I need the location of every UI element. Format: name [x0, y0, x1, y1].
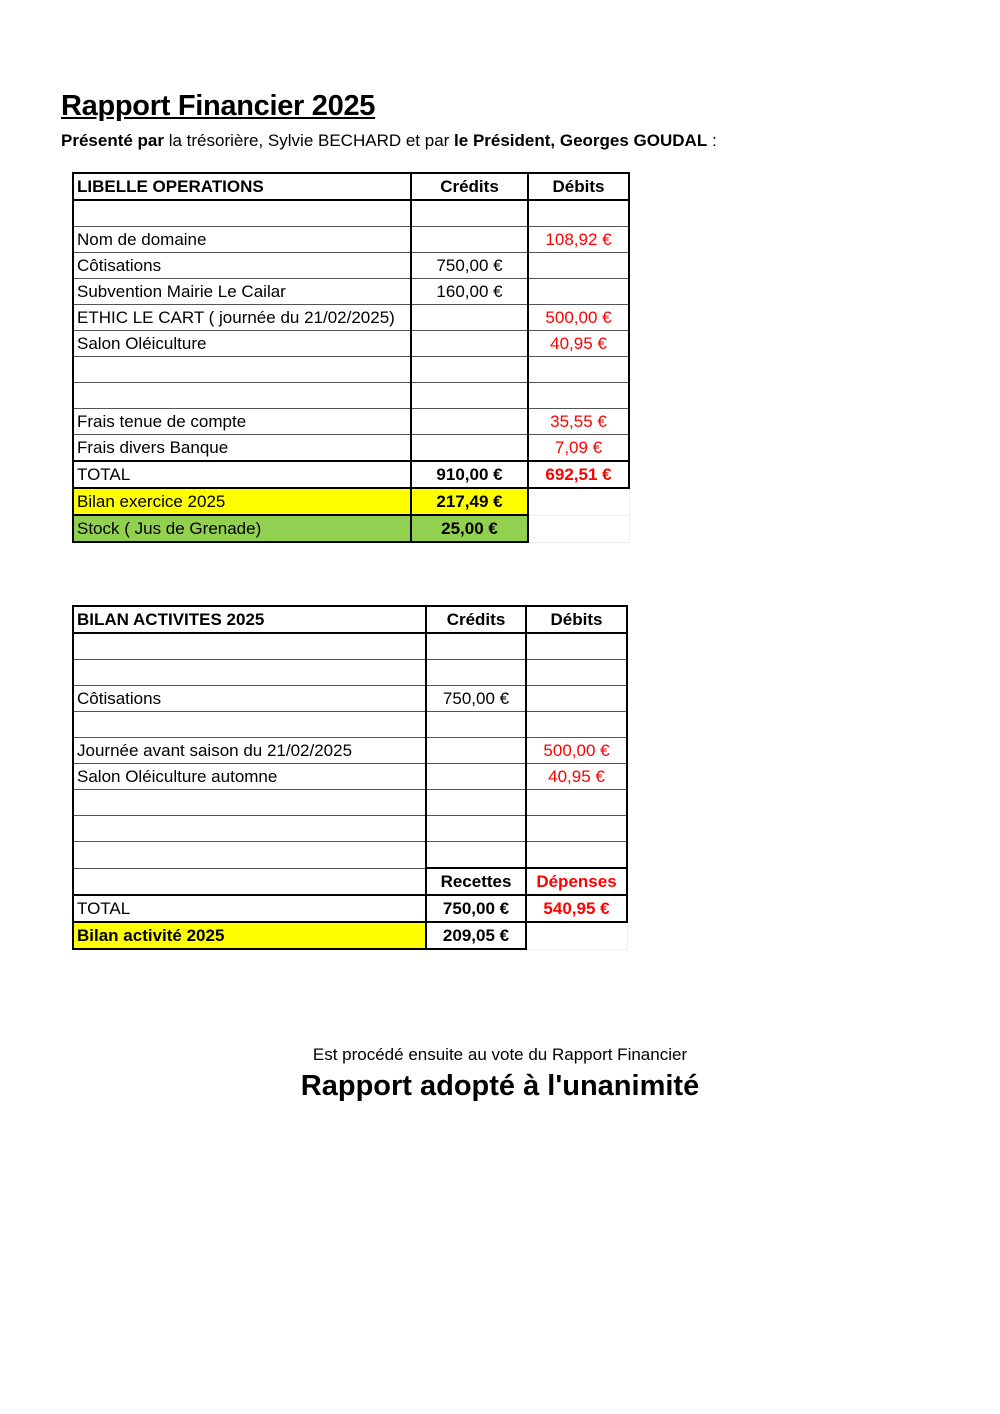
document-title: Rapport Financier 2025: [61, 90, 376, 122]
subtitle-president: le Président, Georges GOUDAL: [454, 131, 708, 150]
row-credit: 160,00 €: [411, 279, 528, 305]
row-label: Bilan exercice 2025: [73, 488, 411, 515]
table-row: [73, 383, 629, 409]
row-label: Bilan activité 2025: [73, 922, 426, 949]
row-label: Subvention Mairie Le Cailar: [73, 279, 411, 305]
row-label: Salon Oléiculture automne: [73, 764, 426, 790]
row-credit: [426, 660, 526, 686]
row-label: [73, 200, 411, 227]
table-row: [73, 200, 629, 227]
row-debit: [528, 383, 629, 409]
table-row: [73, 790, 627, 816]
row-debit: [528, 253, 629, 279]
activities-table: [72, 605, 628, 950]
row-debit: [526, 686, 627, 712]
table-row: [73, 922, 627, 949]
table-row: [73, 435, 629, 462]
row-debit: [526, 660, 627, 686]
table-row: [73, 660, 627, 686]
header-label: BILAN ACTIVITES 2025: [73, 606, 426, 633]
subtitle-presented-by: Présenté par: [61, 131, 164, 150]
row-label: [73, 660, 426, 686]
row-debit: [526, 633, 627, 660]
table-row: [73, 686, 627, 712]
row-credit: [426, 764, 526, 790]
row-label: [73, 712, 426, 738]
row-debit: 500,00 €: [528, 305, 629, 331]
row-credit: [411, 383, 528, 409]
row-credit: [411, 200, 528, 227]
row-label: [73, 790, 426, 816]
document-subtitle: [61, 131, 717, 151]
row-label: [73, 842, 426, 869]
table-row: [73, 409, 629, 435]
row-credit: 25,00 €: [411, 515, 528, 542]
table-row: [73, 712, 627, 738]
row-credit: [426, 842, 526, 869]
row-label: Salon Oléiculture: [73, 331, 411, 357]
row-label: TOTAL: [73, 895, 426, 922]
table-row: [73, 331, 629, 357]
row-credit: 217,49 €: [411, 488, 528, 515]
table-header-row: [73, 606, 627, 633]
row-label: Journée avant saison du 21/02/2025: [73, 738, 426, 764]
row-label: Nom de domaine: [73, 227, 411, 253]
subtitle-colon: :: [707, 131, 717, 150]
row-debit: [528, 357, 629, 383]
row-credit: Recettes: [426, 868, 526, 895]
row-debit: 500,00 €: [526, 738, 627, 764]
row-debit: Dépenses: [526, 868, 627, 895]
table-row: [73, 461, 629, 488]
row-credit: [411, 435, 528, 462]
header-label: LIBELLE OPERATIONS: [73, 173, 411, 200]
table-row: [73, 868, 627, 895]
row-credit: [426, 712, 526, 738]
row-label: Côtisations: [73, 686, 426, 712]
row-label: Frais divers Banque: [73, 435, 411, 462]
row-label: [73, 383, 411, 409]
row-label: Frais tenue de compte: [73, 409, 411, 435]
header-debits: Débits: [528, 173, 629, 200]
row-credit: [426, 633, 526, 660]
row-credit: [411, 331, 528, 357]
row-debit: 7,09 €: [528, 435, 629, 462]
row-credit: 750,00 €: [426, 895, 526, 922]
table-row: [73, 738, 627, 764]
row-credit: [411, 409, 528, 435]
row-debit: [526, 922, 627, 949]
row-debit: 40,95 €: [528, 331, 629, 357]
row-credit: [411, 305, 528, 331]
table-row: [73, 515, 629, 542]
table-row: [73, 816, 627, 842]
row-label: [73, 633, 426, 660]
row-credit: [411, 227, 528, 253]
header-credits: Crédits: [411, 173, 528, 200]
row-debit: 692,51 €: [528, 461, 629, 488]
row-label: [73, 357, 411, 383]
row-label: Stock ( Jus de Grenade): [73, 515, 411, 542]
header-credits: Crédits: [426, 606, 526, 633]
table-row: [73, 633, 627, 660]
row-debit: [528, 200, 629, 227]
operations-table: [72, 172, 630, 543]
row-label: [73, 816, 426, 842]
row-label: Côtisations: [73, 253, 411, 279]
vote-text: Est procédé ensuite au vote du Rapport Financier: [312, 1045, 688, 1064]
row-debit: [526, 712, 627, 738]
table-row: [73, 842, 627, 869]
adopted-text: Rapport adopté à l'unanimité: [300, 1070, 700, 1102]
subtitle-treasurer: la trésorière, Sylvie BECHARD et par: [164, 131, 455, 150]
table-row: [73, 357, 629, 383]
row-debit: 540,95 €: [526, 895, 627, 922]
table-row: [73, 227, 629, 253]
row-credit: [426, 816, 526, 842]
row-label: TOTAL: [73, 461, 411, 488]
row-credit: [426, 738, 526, 764]
table-row: [73, 488, 629, 515]
row-debit: 40,95 €: [526, 764, 627, 790]
row-debit: [526, 842, 627, 869]
row-credit: 750,00 €: [426, 686, 526, 712]
table-row: [73, 305, 629, 331]
table-row: [73, 279, 629, 305]
row-debit: [528, 515, 629, 542]
row-credit: [411, 357, 528, 383]
table-row: [73, 253, 629, 279]
row-debit: 108,92 €: [528, 227, 629, 253]
row-label: ETHIC LE CART ( journée du 21/02/2025): [73, 305, 411, 331]
table-header-row: [73, 173, 629, 200]
header-debits: Débits: [526, 606, 627, 633]
row-label: [73, 868, 426, 895]
row-credit: 910,00 €: [411, 461, 528, 488]
row-debit: [528, 488, 629, 515]
table-row: [73, 895, 627, 922]
row-debit: [528, 279, 629, 305]
row-credit: 209,05 €: [426, 922, 526, 949]
row-credit: [426, 790, 526, 816]
row-debit: 35,55 €: [528, 409, 629, 435]
row-credit: 750,00 €: [411, 253, 528, 279]
row-debit: [526, 816, 627, 842]
table-row: [73, 764, 627, 790]
row-debit: [526, 790, 627, 816]
